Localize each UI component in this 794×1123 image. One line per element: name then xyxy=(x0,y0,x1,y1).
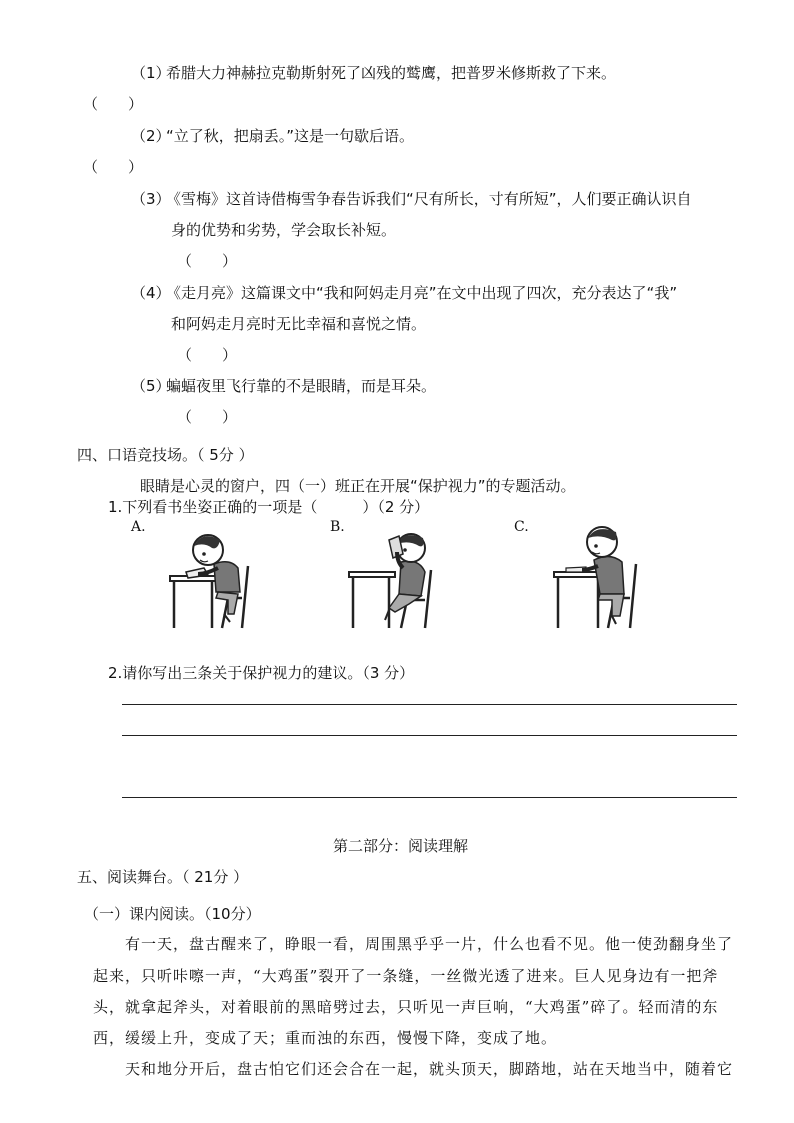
item-4-text: 《走月亮》这篇课文中“我和阿妈走月亮”在文中出现了四次，充分表达了“我” xyxy=(166,284,678,302)
section-5-title: 五、阅读舞台。（ 21分 ） xyxy=(77,868,249,886)
item-5-text: 蝙蝠夜里飞行靠的不是眼睛，而是耳朵。 xyxy=(166,377,437,395)
passage-line-2: 起来，只听咔嚓一声，“大鸡蛋”裂开了一条缝，一丝微光透了进来。巨人见身边有一把斧 xyxy=(93,967,719,985)
question-2: 2.请你写出三条关于保护视力的建议。（3 分） xyxy=(108,664,415,682)
item-1-number: （1） xyxy=(131,64,171,82)
passage-line-3: 头，就拿起斧头，对着眼前的黑暗劈过去，只听见一声巨响，“大鸡蛋”碎了。轻而清的东 xyxy=(93,998,719,1016)
item-5-number: （5） xyxy=(131,377,171,395)
item-4-answer-paren[interactable]: （ ） xyxy=(177,346,238,364)
item-4-text-cont: 和阿妈走月亮时无比幸福和喜悦之情。 xyxy=(171,315,427,333)
passage-line-1: 有一天，盘古醒来了，睁眼一看，周围黑乎乎一片，什么也看不见。他一使劲翻身坐了 xyxy=(125,935,734,953)
option-c-label[interactable]: C. xyxy=(514,519,529,535)
section-5-subheading: （一）课内阅读。（10分） xyxy=(84,905,261,923)
item-1-text: 希腊大力神赫拉克勒斯射死了凶残的鹫鹰，把普罗米修斯救了下来。 xyxy=(166,64,617,82)
passage-line-5: 天和地分开后，盘古怕它们还会合在一起，就头顶天，脚踏地，站在天地当中，随着它 xyxy=(125,1060,734,1078)
section-4-intro: 眼睛是心灵的窗户，四（一）班正在开展“保护视力”的专题活动。 xyxy=(140,477,576,495)
passage-line-4: 西，缓缓上升，变成了天；重而浊的东西，慢慢下降，变成了地。 xyxy=(93,1029,558,1047)
item-1-answer-paren[interactable]: （ ） xyxy=(83,95,144,113)
item-3-text-cont: 身的优势和劣势，学会取长补短。 xyxy=(171,221,397,239)
posture-c-image[interactable] xyxy=(552,524,648,632)
answer-line-2[interactable] xyxy=(122,735,737,736)
item-2-text: “立了秋，把扇丢。”这是一句歇后语。 xyxy=(166,127,415,145)
option-b-label[interactable]: B. xyxy=(330,519,345,535)
item-2-answer-paren[interactable]: （ ） xyxy=(83,158,144,176)
item-2-number: （2） xyxy=(131,127,171,145)
question-1: 1.下列看书坐姿正确的一项是（ ）（2 分） xyxy=(108,498,430,516)
section-4-title: 四、口语竞技场。（ 5分 ） xyxy=(77,446,254,464)
answer-line-3[interactable] xyxy=(122,797,737,798)
posture-b-image[interactable] xyxy=(345,528,445,632)
item-4-number: （4） xyxy=(131,284,171,302)
item-3-text: 《雪梅》这首诗借梅雪争春告诉我们“尺有所长，寸有所短”，人们要正确认识自 xyxy=(166,190,692,208)
option-a-label[interactable]: A. xyxy=(131,519,146,535)
answer-line-1[interactable] xyxy=(122,704,737,705)
item-3-number: （3） xyxy=(131,190,171,208)
part-2-heading: 第二部分：阅读理解 xyxy=(333,837,469,855)
item-5-answer-paren[interactable]: （ ） xyxy=(177,408,238,426)
posture-a-image[interactable] xyxy=(158,528,268,632)
item-3-answer-paren[interactable]: （ ） xyxy=(177,252,238,270)
